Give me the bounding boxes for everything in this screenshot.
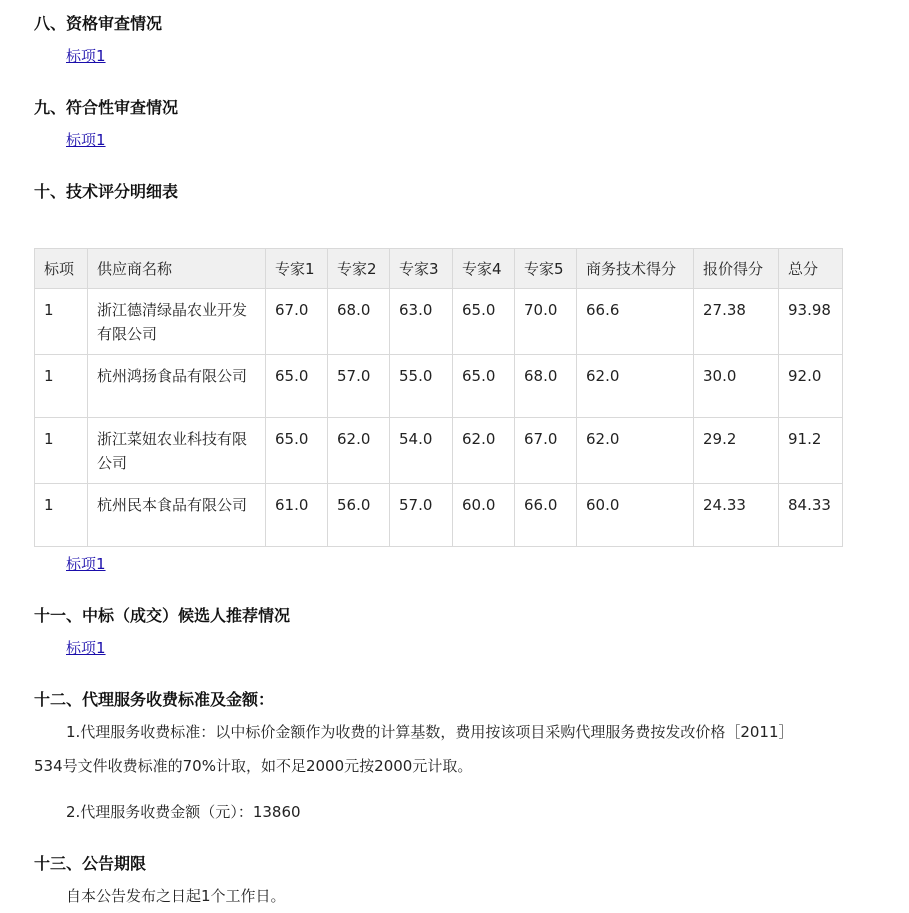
cell-expert-4: 65.0: [453, 355, 515, 418]
cell-expert-1: 65.0: [266, 418, 328, 484]
cell-lot: 1: [35, 484, 88, 547]
cell-expert-1: 61.0: [266, 484, 328, 547]
lot-link-conformity-review[interactable]: 标项1: [66, 131, 106, 149]
lot-link-technical-scores[interactable]: 标项1: [66, 555, 106, 573]
cell-expert-5: 68.0: [515, 355, 577, 418]
cell-expert-2: 56.0: [328, 484, 390, 547]
section-title-announcement-period: 十三、公告期限: [34, 854, 147, 873]
announcement-period-text: [34, 879, 286, 913]
cell-total-score: 84.33: [779, 484, 843, 547]
header-lot: 标项: [35, 249, 88, 289]
section-title-qualification-review: 八、资格审查情况: [34, 14, 163, 33]
section-title-technical-scores: 十、技术评分明细表: [34, 182, 179, 201]
cell-expert-1: 65.0: [266, 355, 328, 418]
lot-link-candidate-recommendation[interactable]: 标项1: [66, 639, 106, 657]
header-expert-2: 专家2: [328, 249, 390, 289]
cell-price-score: 30.0: [694, 355, 779, 418]
technical-score-table: [34, 248, 843, 547]
cell-supplier-name: 杭州民本食品有限公司: [88, 484, 266, 547]
announcement-period-value: 自本公告发布之日起1个工作日。: [66, 887, 286, 905]
cell-expert-1: 67.0: [266, 289, 328, 355]
cell-lot: 1: [35, 289, 88, 355]
cell-business-tech-score: 62.0: [577, 355, 694, 418]
header-expert-5: 专家5: [515, 249, 577, 289]
agency-fee-standard-line-1: [34, 715, 794, 749]
table-row: [35, 484, 843, 547]
header-expert-3: 专家3: [390, 249, 453, 289]
cell-supplier-name: 浙江菜妞农业科技有限公司: [88, 418, 266, 484]
cell-expert-2: 57.0: [328, 355, 390, 418]
cell-lot: 1: [35, 418, 88, 484]
header-price-score: 报价得分: [694, 249, 779, 289]
lot-link-qualification-review[interactable]: 标项1: [66, 47, 106, 65]
cell-expert-3: 55.0: [390, 355, 453, 418]
cell-expert-5: 70.0: [515, 289, 577, 355]
cell-expert-4: 60.0: [453, 484, 515, 547]
cell-expert-2: 68.0: [328, 289, 390, 355]
table-header-row: [35, 249, 843, 289]
cell-total-score: 93.98: [779, 289, 843, 355]
cell-price-score: 24.33: [694, 484, 779, 547]
cell-supplier-name: 杭州鸿扬食品有限公司: [88, 355, 266, 418]
cell-price-score: 29.2: [694, 418, 779, 484]
cell-expert-3: 54.0: [390, 418, 453, 484]
agency-fee-amount: [34, 795, 301, 829]
agency-fee-standard-line-2: 534号文件收费标准的70%计取，如不足2000元按2000元计取。: [34, 757, 473, 775]
table-row: [35, 418, 843, 484]
cell-business-tech-score: 62.0: [577, 418, 694, 484]
cell-expert-4: 62.0: [453, 418, 515, 484]
cell-price-score: 27.38: [694, 289, 779, 355]
cell-business-tech-score: 66.6: [577, 289, 694, 355]
table-row: [35, 289, 843, 355]
section-title-agency-fee: 十二、代理服务收费标准及金额：: [34, 690, 275, 709]
agency-fee-standard-text-1: 1.代理服务收费标准：以中标价金额作为收费的计算基数，费用按该项目采购代理服务费按发改价格［2011］: [66, 723, 794, 741]
section-title-candidate-recommendation: 十一、中标（成交）候选人推荐情况: [34, 606, 291, 625]
cell-business-tech-score: 60.0: [577, 484, 694, 547]
header-business-tech-score: 商务技术得分: [577, 249, 694, 289]
cell-lot: 1: [35, 355, 88, 418]
cell-expert-2: 62.0: [328, 418, 390, 484]
cell-expert-3: 57.0: [390, 484, 453, 547]
header-total-score: 总分: [779, 249, 843, 289]
cell-supplier-name: 浙江德清绿晶农业开发有限公司: [88, 289, 266, 355]
header-expert-1: 专家1: [266, 249, 328, 289]
cell-expert-3: 63.0: [390, 289, 453, 355]
cell-expert-5: 66.0: [515, 484, 577, 547]
section-title-conformity-review: 九、符合性审查情况: [34, 98, 179, 117]
agency-fee-amount-text: 2.代理服务收费金额（元）：13860: [66, 803, 301, 821]
cell-expert-4: 65.0: [453, 289, 515, 355]
cell-expert-5: 67.0: [515, 418, 577, 484]
header-supplier-name: 供应商名称: [88, 249, 266, 289]
cell-total-score: 91.2: [779, 418, 843, 484]
header-expert-4: 专家4: [453, 249, 515, 289]
table-row: [35, 355, 843, 418]
cell-total-score: 92.0: [779, 355, 843, 418]
